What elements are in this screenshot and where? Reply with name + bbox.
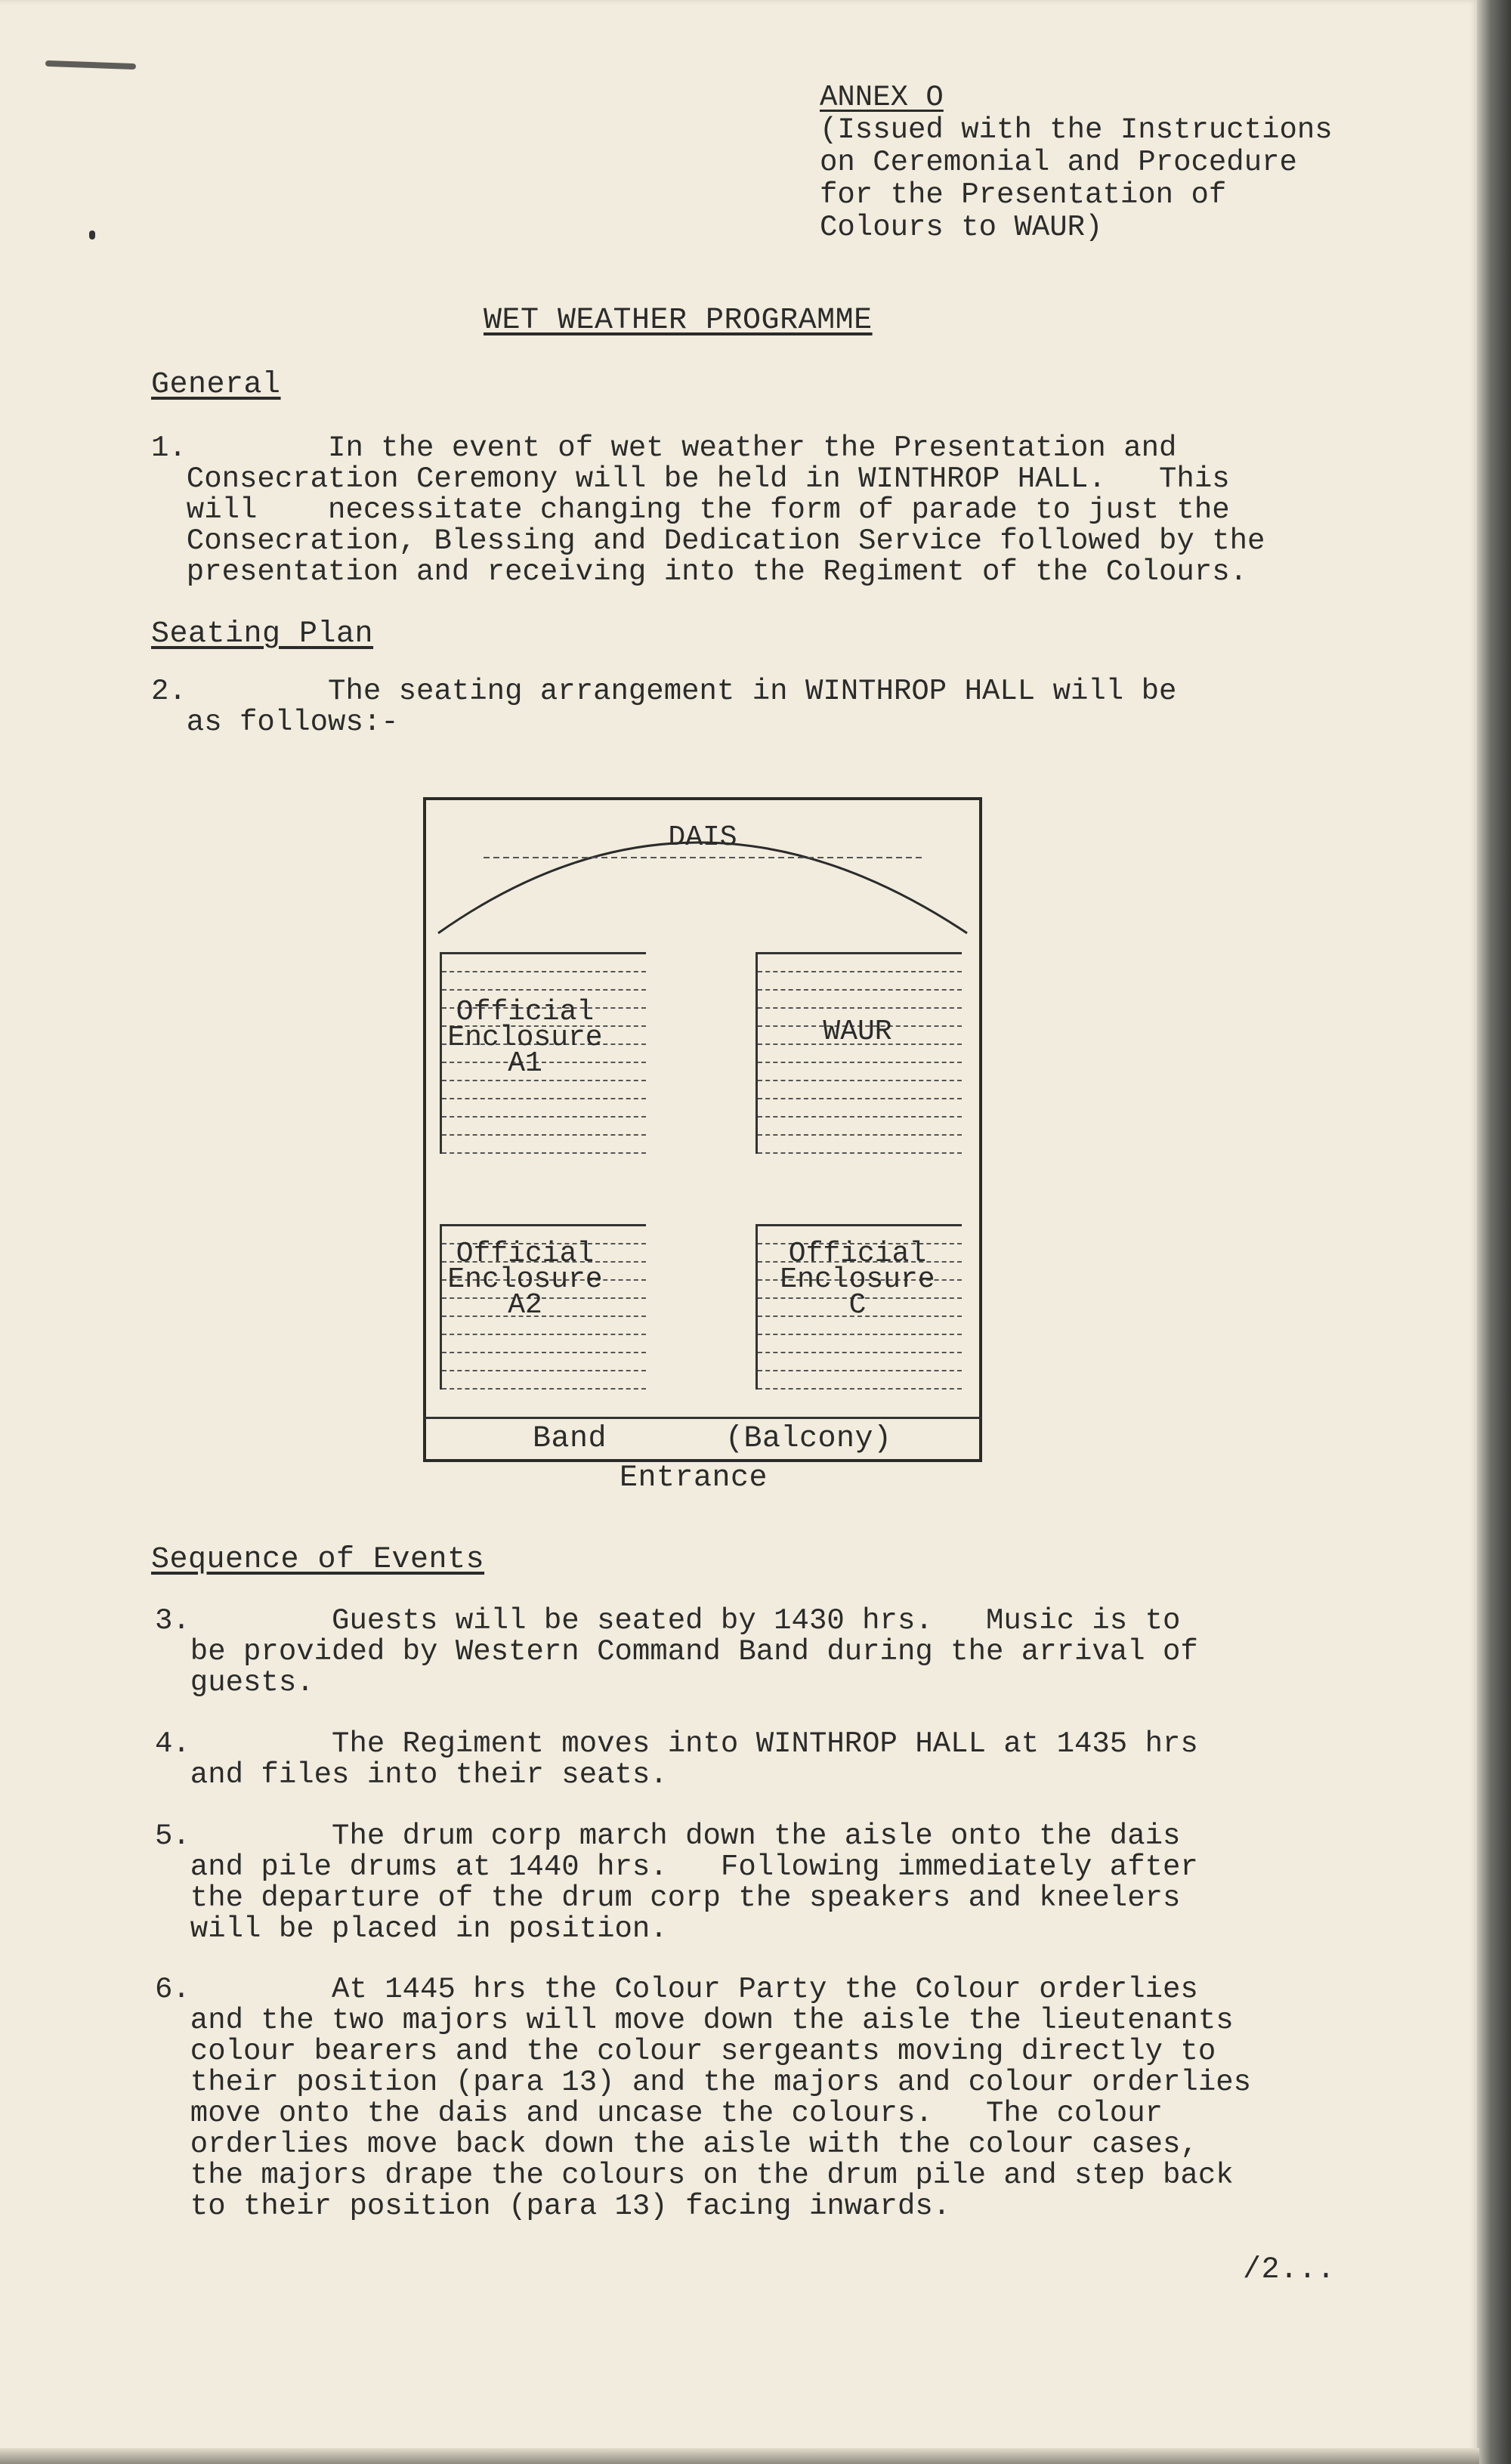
section-heading-general: General	[151, 368, 281, 402]
text-line: presentation and receiving into the Regiment of the Colours.	[151, 555, 1248, 589]
section-heading-seating: Seating Plan	[151, 617, 374, 651]
balcony-line	[423, 1417, 982, 1419]
paragraph-4	[155, 1729, 1198, 1791]
text-line: orderlies move back down the aisle with the colour cases,	[155, 2128, 1198, 2161]
text-line: move onto the dais and uncase the colours. The colour	[155, 2097, 1163, 2130]
annex-issued-line: Colours to WAUR)	[820, 211, 1103, 244]
text-line: 5. The drum corp march down the aisle onto the dais	[155, 1819, 1181, 1853]
band-label: Band	[533, 1422, 607, 1456]
waur-label: WAUR	[823, 1016, 892, 1048]
enclosure-a1-label	[423, 996, 627, 1080]
text-line: Consecration, Blessing and Dedication Service followed by the	[151, 524, 1265, 558]
label-line: Enclosure	[447, 1263, 603, 1296]
label-line: Enclosure	[780, 1263, 935, 1296]
label-line: A1	[508, 1047, 542, 1080]
label-line: Official	[456, 996, 595, 1028]
text-line: the departure of the drum corp the speakers and kneelers	[155, 1881, 1181, 1915]
dais-arc	[423, 797, 982, 948]
text-line: and the two majors will move down the aisle the lieutenants	[155, 2004, 1234, 2037]
annex-header	[820, 82, 1333, 244]
seating-block-waur	[756, 952, 962, 1154]
text-line: and pile drums at 1440 hrs. Following immediately after	[155, 1850, 1198, 1884]
entrance-label: Entrance	[620, 1461, 768, 1495]
label-line: C	[848, 1289, 867, 1322]
annex-title: ANNEX O	[820, 81, 944, 114]
label-line: A2	[508, 1289, 542, 1322]
paragraph-3	[155, 1606, 1198, 1699]
label-line: Official	[788, 1238, 927, 1270]
annex-issued-line: on Ceremonial and Procedure	[820, 146, 1297, 179]
ink-mark	[89, 230, 95, 240]
text-line: to their position (para 13) facing inwards.	[155, 2190, 951, 2223]
text-line: and files into their seats.	[155, 1758, 668, 1792]
text-line: 1. In the event of wet weather the Presentation and	[151, 431, 1177, 465]
paragraph-5	[155, 1821, 1198, 1945]
text-line: the majors drape the colours on the drum pile and step back	[155, 2159, 1234, 2192]
paragraph-1	[151, 433, 1265, 588]
text-line: 4. The Regiment moves into WINTHROP HALL at 1435 hrs	[155, 1727, 1198, 1761]
seating-plan-diagram	[423, 797, 982, 1507]
section-heading-sequence: Sequence of Events	[151, 1543, 485, 1577]
document-title: WET WEATHER PROGRAMME	[484, 304, 873, 338]
text-line: be provided by Western Command Band during the arrival of	[155, 1635, 1198, 1668]
text-line: will be placed in position.	[155, 1912, 668, 1946]
text-line: 6. At 1445 hrs the Colour Party the Colour orderlies	[155, 1973, 1198, 2006]
balcony-label: (Balcony)	[725, 1422, 892, 1456]
text-line: guests.	[155, 1666, 314, 1699]
enclosure-a2-label	[423, 1238, 627, 1322]
label-line: Official	[456, 1238, 595, 1270]
annex-issued-line: for the Presentation of	[820, 178, 1227, 212]
text-line: 2. The seating arrangement in WINTHROP HALL will be	[151, 675, 1177, 708]
label-line: Enclosure	[447, 1022, 603, 1054]
paper-bottom-edge	[0, 2448, 1479, 2464]
text-line: as follows:-	[151, 706, 399, 739]
paragraph-6	[155, 1974, 1251, 2222]
background-edge	[1477, 0, 1511, 2464]
annex-issued-line: (Issued with the Instructions	[820, 113, 1333, 147]
text-line: Consecration Ceremony will be held in WINTHROP HALL. This	[151, 462, 1230, 496]
page-continuation: /2...	[1243, 2253, 1336, 2287]
dais-label: DAIS	[668, 821, 737, 854]
text-line: will necessitate changing the form of parade to just the	[151, 493, 1230, 527]
paragraph-2	[151, 676, 1176, 738]
text-line: their position (para 13) and the majors and colour orderlies	[155, 2066, 1252, 2099]
text-line: 3. Guests will be seated by 1430 hrs. Music is to	[155, 1604, 1181, 1637]
text-line: colour bearers and the colour sergeants moving directly to	[155, 2035, 1216, 2068]
enclosure-c-label	[756, 1238, 959, 1322]
